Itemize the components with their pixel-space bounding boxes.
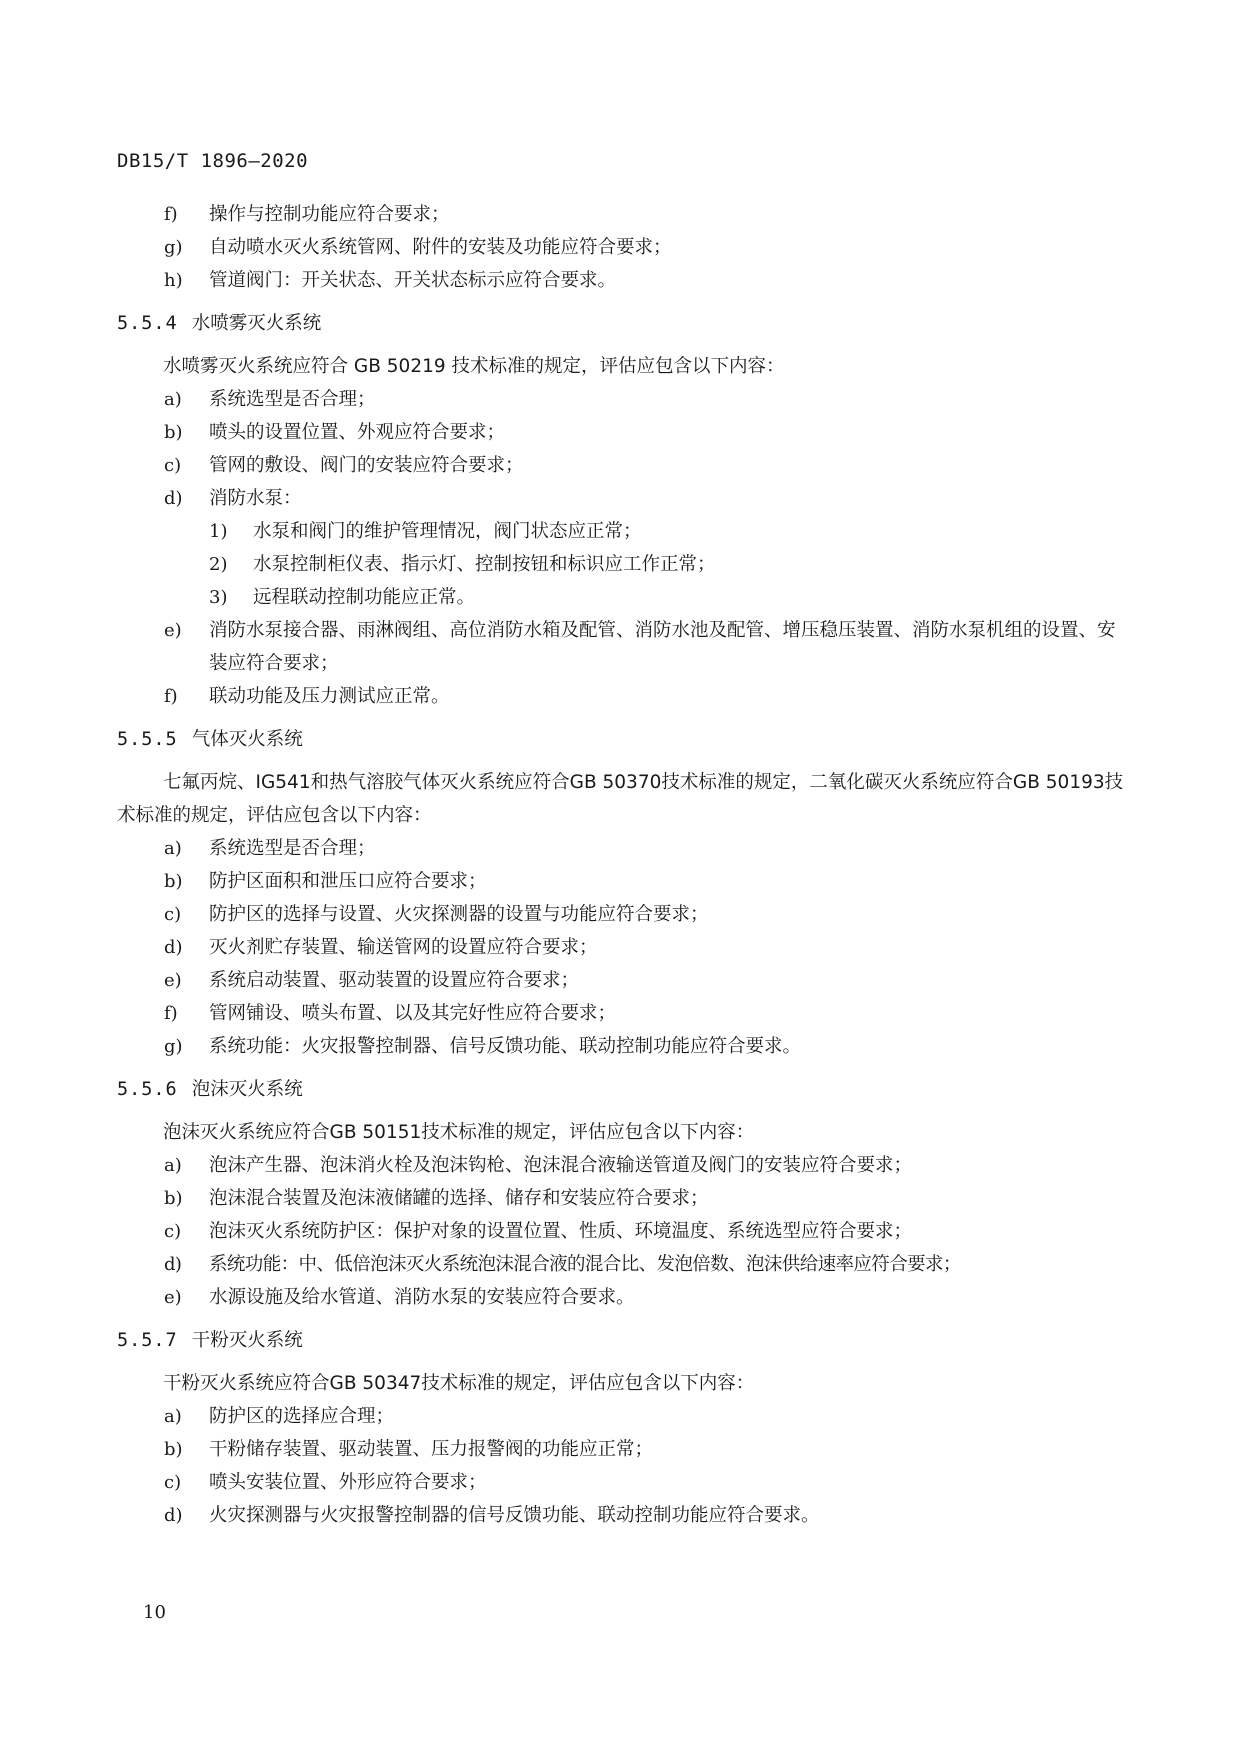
list-marker: b) [164,1439,183,1460]
section-number: 5.5.4 [117,313,178,334]
list-item-text: 泡沫混合装置及泡沫液储罐的选择、储存和安装应符合要求； [209,1188,709,1209]
section-title: 泡沫灭火系统 [191,1079,303,1100]
section-heading-5-5-5 [117,723,1127,756]
list-item-text: 自动喷水灭火系统管网、附件的安装及功能应符合要求； [209,237,672,258]
list-item-text: 水源设施及给水管道、消防水泵的安装应符合要求。 [209,1287,635,1308]
list-marker: f) [164,204,178,225]
list-item-text: 管道阀门：开关状态、开关状态标示应符合要求。 [209,270,617,291]
list-item [117,964,1127,997]
list-marker: b) [164,871,183,892]
page-content [117,198,1127,1532]
list-item [117,1281,1127,1314]
section-intro: 干粉灭火系统应符合GB 50347技术标准的规定，评估应包含以下内容： [163,1373,755,1394]
list-item [117,1215,1127,1248]
page-number: 10 [143,1602,166,1623]
list-item [117,1248,1127,1281]
list-item [117,898,1127,931]
list-item-text: 火灾探测器与火灾报警控制器的信号反馈功能、联动控制功能应符合要求。 [209,1505,820,1526]
list-marker: d) [164,488,183,509]
list-marker: g) [164,237,183,258]
list-item [117,416,1127,449]
list-item-text: 喷头的设置位置、外观应符合要求； [209,422,506,443]
sub-list-marker: 1) [209,521,228,542]
list-marker: d) [164,1505,183,1526]
list-marker: d) [164,1254,182,1275]
section-title: 干粉灭火系统 [191,1330,303,1351]
list-marker: d) [164,937,183,958]
section-heading-5-5-7 [117,1324,1127,1357]
list-item [117,198,1127,231]
list-marker: e) [164,620,182,641]
list-marker: a) [164,1406,182,1427]
sub-list-marker: 2) [209,554,228,575]
section-number: 5.5.6 [117,1079,178,1100]
list-item [117,865,1127,898]
list-item [117,614,1127,680]
sub-list-item-text: 水泵和阀门的维护管理情况，阀门状态应正常； [253,521,642,542]
list-item [117,264,1127,297]
list-marker: b) [164,1188,183,1209]
list-item [117,383,1127,416]
section-heading-5-5-6 [117,1073,1127,1106]
list-item-text: 消防水泵： [209,488,302,509]
list-item-text: 系统功能：中、低倍泡沫灭火系统泡沫混合液的混合比、发泡倍数、泡沫供给速率应符合要求； [209,1254,961,1275]
document-code: DB15/T 1896—2020 [117,150,309,172]
list-item-text: 防护区面积和泄压口应符合要求； [209,871,487,892]
list-marker: c) [164,904,182,925]
list-item [117,482,1127,515]
list-item [117,1030,1127,1063]
list-item [117,832,1127,865]
list-marker: c) [164,1472,182,1493]
section-intro: 水喷雾灭火系统应符合 GB 50219 技术标准的规定，评估应包含以下内容： [163,356,785,377]
list-marker: f) [164,1003,178,1024]
section-intro: 泡沫灭火系统应符合GB 50151技术标准的规定，评估应包含以下内容： [163,1122,755,1143]
list-item-text: 防护区的选择应合理； [209,1406,395,1427]
list-item-text: 灭火剂贮存装置、输送管网的设置应符合要求； [209,937,598,958]
list-marker: a) [164,1155,182,1176]
list-item [117,1400,1127,1433]
list-item-text: 管网铺设、喷头布置、以及其完好性应符合要求； [209,1003,617,1024]
list-item [117,1499,1127,1532]
sub-list-item-text: 远程联动控制功能应正常。 [253,587,476,608]
sub-list-item [117,581,1127,614]
list-item [117,231,1127,264]
list-item [117,1182,1127,1215]
section-title: 气体灭火系统 [191,729,303,750]
list-item [117,449,1127,482]
list-item [117,680,1127,713]
list-item-text: 泡沫灭火系统防护区：保护对象的设置位置、性质、环境温度、系统选型应符合要求； [209,1221,913,1242]
list-marker: g) [164,1036,183,1057]
section-title: 水喷雾灭火系统 [191,313,322,334]
list-item-text: 喷头安装位置、外形应符合要求； [209,1472,487,1493]
list-item [117,1433,1127,1466]
list-item [117,931,1127,964]
list-item-text: 系统选型是否合理； [209,838,376,859]
list-marker: c) [164,455,182,476]
list-item [117,1149,1127,1182]
section-number: 5.5.7 [117,1330,178,1351]
list-item-text: 系统启动装置、驱动装置的设置应符合要求； [209,970,580,991]
list-marker: e) [164,970,182,991]
list-item-text: 消防水泵接合器、雨淋阀组、高位消防水箱及配管、消防水池及配管、增压稳压装置、消防水泵机组的设置、安装应符合要求； [209,620,1116,674]
list-marker: f) [164,686,178,707]
list-item-text: 联动功能及压力测试应正常。 [209,686,450,707]
list-item-text: 系统功能：火灾报警控制器、信号反馈功能、联动控制功能应符合要求。 [209,1036,802,1057]
list-item-text: 操作与控制功能应符合要求； [209,204,450,225]
list-item-text: 防护区的选择与设置、火灾探测器的设置与功能应符合要求； [209,904,709,925]
section-intro: 七氟丙烷、IG541和热气溶胶气体灭火系统应符合GB 50370技术标准的规定，二氧化碳灭火系统应符合GB 50193技术标准的规定，评估应包含以下内容： [117,772,1124,826]
list-marker: e) [164,1287,182,1308]
section-heading-5-5-4 [117,307,1127,340]
list-item-text: 干粉储存装置、驱动装置、压力报警阀的功能应正常； [209,1439,654,1460]
list-marker: c) [164,1221,182,1242]
list-marker: h) [164,270,183,291]
sub-list-item-text: 水泵控制柜仪表、指示灯、控制按钮和标识应工作正常； [253,554,716,575]
section-number: 5.5.5 [117,729,178,750]
list-marker: a) [164,838,182,859]
list-marker: b) [164,422,183,443]
sub-list-item [117,548,1127,581]
sub-list-marker: 3) [209,587,228,608]
list-item-text: 系统选型是否合理； [209,389,376,410]
list-marker: a) [164,389,182,410]
sub-list-item [117,515,1127,548]
list-item [117,997,1127,1030]
list-item-text: 管网的敷设、阀门的安装应符合要求； [209,455,524,476]
list-item [117,1466,1127,1499]
list-item-text: 泡沫产生器、泡沫消火栓及泡沫钩枪、泡沫混合液输送管道及阀门的安装应符合要求； [209,1155,913,1176]
